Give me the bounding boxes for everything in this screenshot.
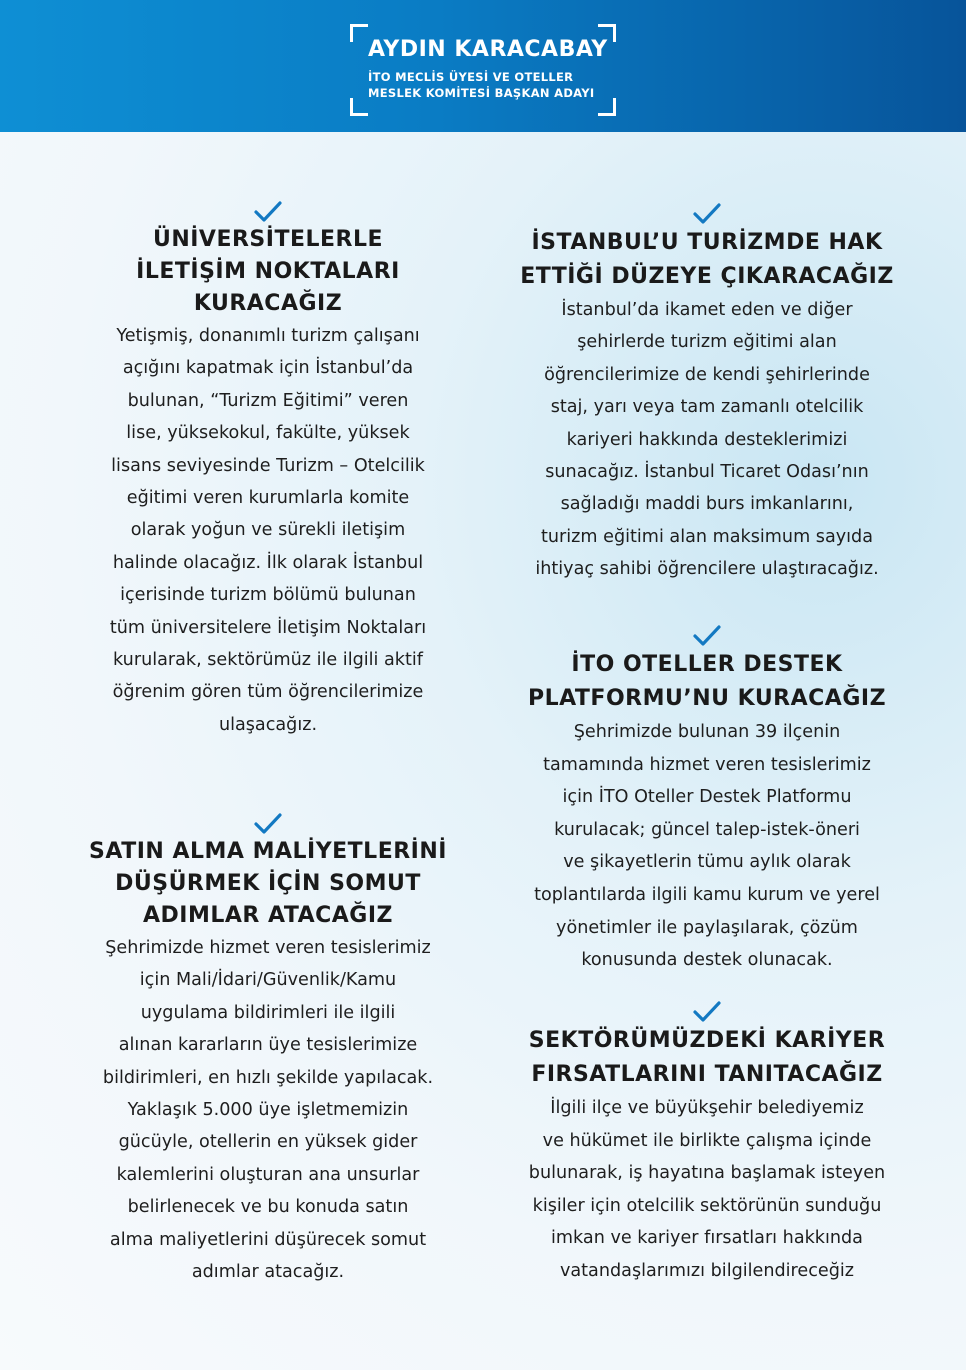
section-career-opportunities [507, 1000, 907, 1288]
section-body: Şehrimizde hizmet veren tesislerimiz için Mali/İdari/Güvenlik/Kamu uygulama bildirimleri ile ilgili alınan kararların üye tesislerimize bildirimleri, en hızlı şekilde yapılacak. Yaklaşık 5.000 üye işletmemizin gücüyle, otellerin en yüksek gider kalemlerini oluşturan ana unsurlar belirlenecek ve bu konuda satın alma maliyetlerini düşürecek somut adımlar atacağız. [102, 938, 434, 1283]
checkmark-icon [692, 202, 722, 226]
section-body: İlgili ilçe ve büyükşehir belediyemiz ve hükümet ile birlikte çalışma içinde bulunarak, iş hayatına başlamak isteyen kişiler için otelcilik sektörünün sunduğu imkan ve kariyer fırsatları hakkında vatandaşlarımızı bilgilendireceğiz [528, 1098, 886, 1281]
checkmark-icon [253, 812, 283, 836]
header-banner [0, 0, 966, 132]
section-purchasing-costs [68, 812, 468, 1288]
section-istanbul-tourism [507, 202, 907, 586]
section-title: İSTANBUL’U TURİZMDE HAK ETTİĞİ DÜZEYE ÇIKARACAĞIZ [520, 230, 894, 289]
section-title: İTO OTELLER DESTEK PLATFORMU’NU KURACAĞIZ [527, 652, 887, 711]
frame-corner-bottom-left [350, 98, 368, 116]
checkmark-icon [253, 200, 283, 224]
section-body: İstanbul’da ikamet eden ve diğer şehirlerde turizm eğitimi alan öğrencilerimize de kendi şehirlerinde staj, yarı veya tam zamanlı otelcilik kariyeri hakkında desteklerimizi sunacağız. İstanbul Ticaret Odası’nın sağladığı maddi burs imkanlarını, turizm eğitimi alan maksimum sayıda ihtiyaç sahibi öğrencilere ulaştıracağız. [535, 300, 879, 580]
section-body: Yetişmiş, donanımlı turizm çalışanı açığını kapatmak için İstanbul’da bulunan, “Turizm Eğitimi” veren lise, yüksekokul, fakülte, yüksek lisans seviyesinde Turizm – Otelcilik eğitimi veren kurumlarla komite olarak yoğun ve sürekli iletişim halinde olacağız. İlk olarak İstanbul içerisinde turizm bölümü bulunan tüm üniversitelere İletişim Noktaları kurularak, sektörümüz ile ilgili aktif öğrenim gören tüm öğrencilerimize ulaşacağız. [109, 326, 427, 735]
checkmark-icon [692, 1000, 722, 1024]
frame-corner-top-left [350, 24, 368, 42]
section-title: SEKTÖRÜMÜZDEKİ KARİYER FIRSATLARINI TANITACAĞIZ [528, 1028, 886, 1087]
section-title: SATIN ALMA MALİYETLERİNİ DÜŞÜRMEK İÇİN SOMUT ADIMLAR ATACAĞIZ [89, 839, 447, 928]
section-universities [68, 200, 468, 741]
section-support-platform [507, 624, 907, 977]
candidate-badge [350, 24, 616, 116]
candidate-role: İTO MECLİS ÜYESİ VE OTELLER MESLEK KOMİTESİ BAŞKAN ADAYI [368, 70, 595, 100]
section-title: ÜNİVERSİTELERLE İLETİŞİM NOKTALARI KURACAĞIZ [136, 227, 400, 316]
section-body: Şehrimizde bulunan 39 ilçenin tamamında hizmet veren tesislerimiz için İTO Oteller Destek Platformu kurulacak; güncel talep-istek-öneri ve şikayetlerin tümu aylık olarak toplantılarda ilgili kamu kurum ve yerel yönetimler ile paylaşılarak, çözüm konusunda destek olunacak. [534, 722, 880, 971]
candidate-name: AYDIN KARACABAY [368, 37, 608, 62]
checkmark-icon [692, 624, 722, 648]
